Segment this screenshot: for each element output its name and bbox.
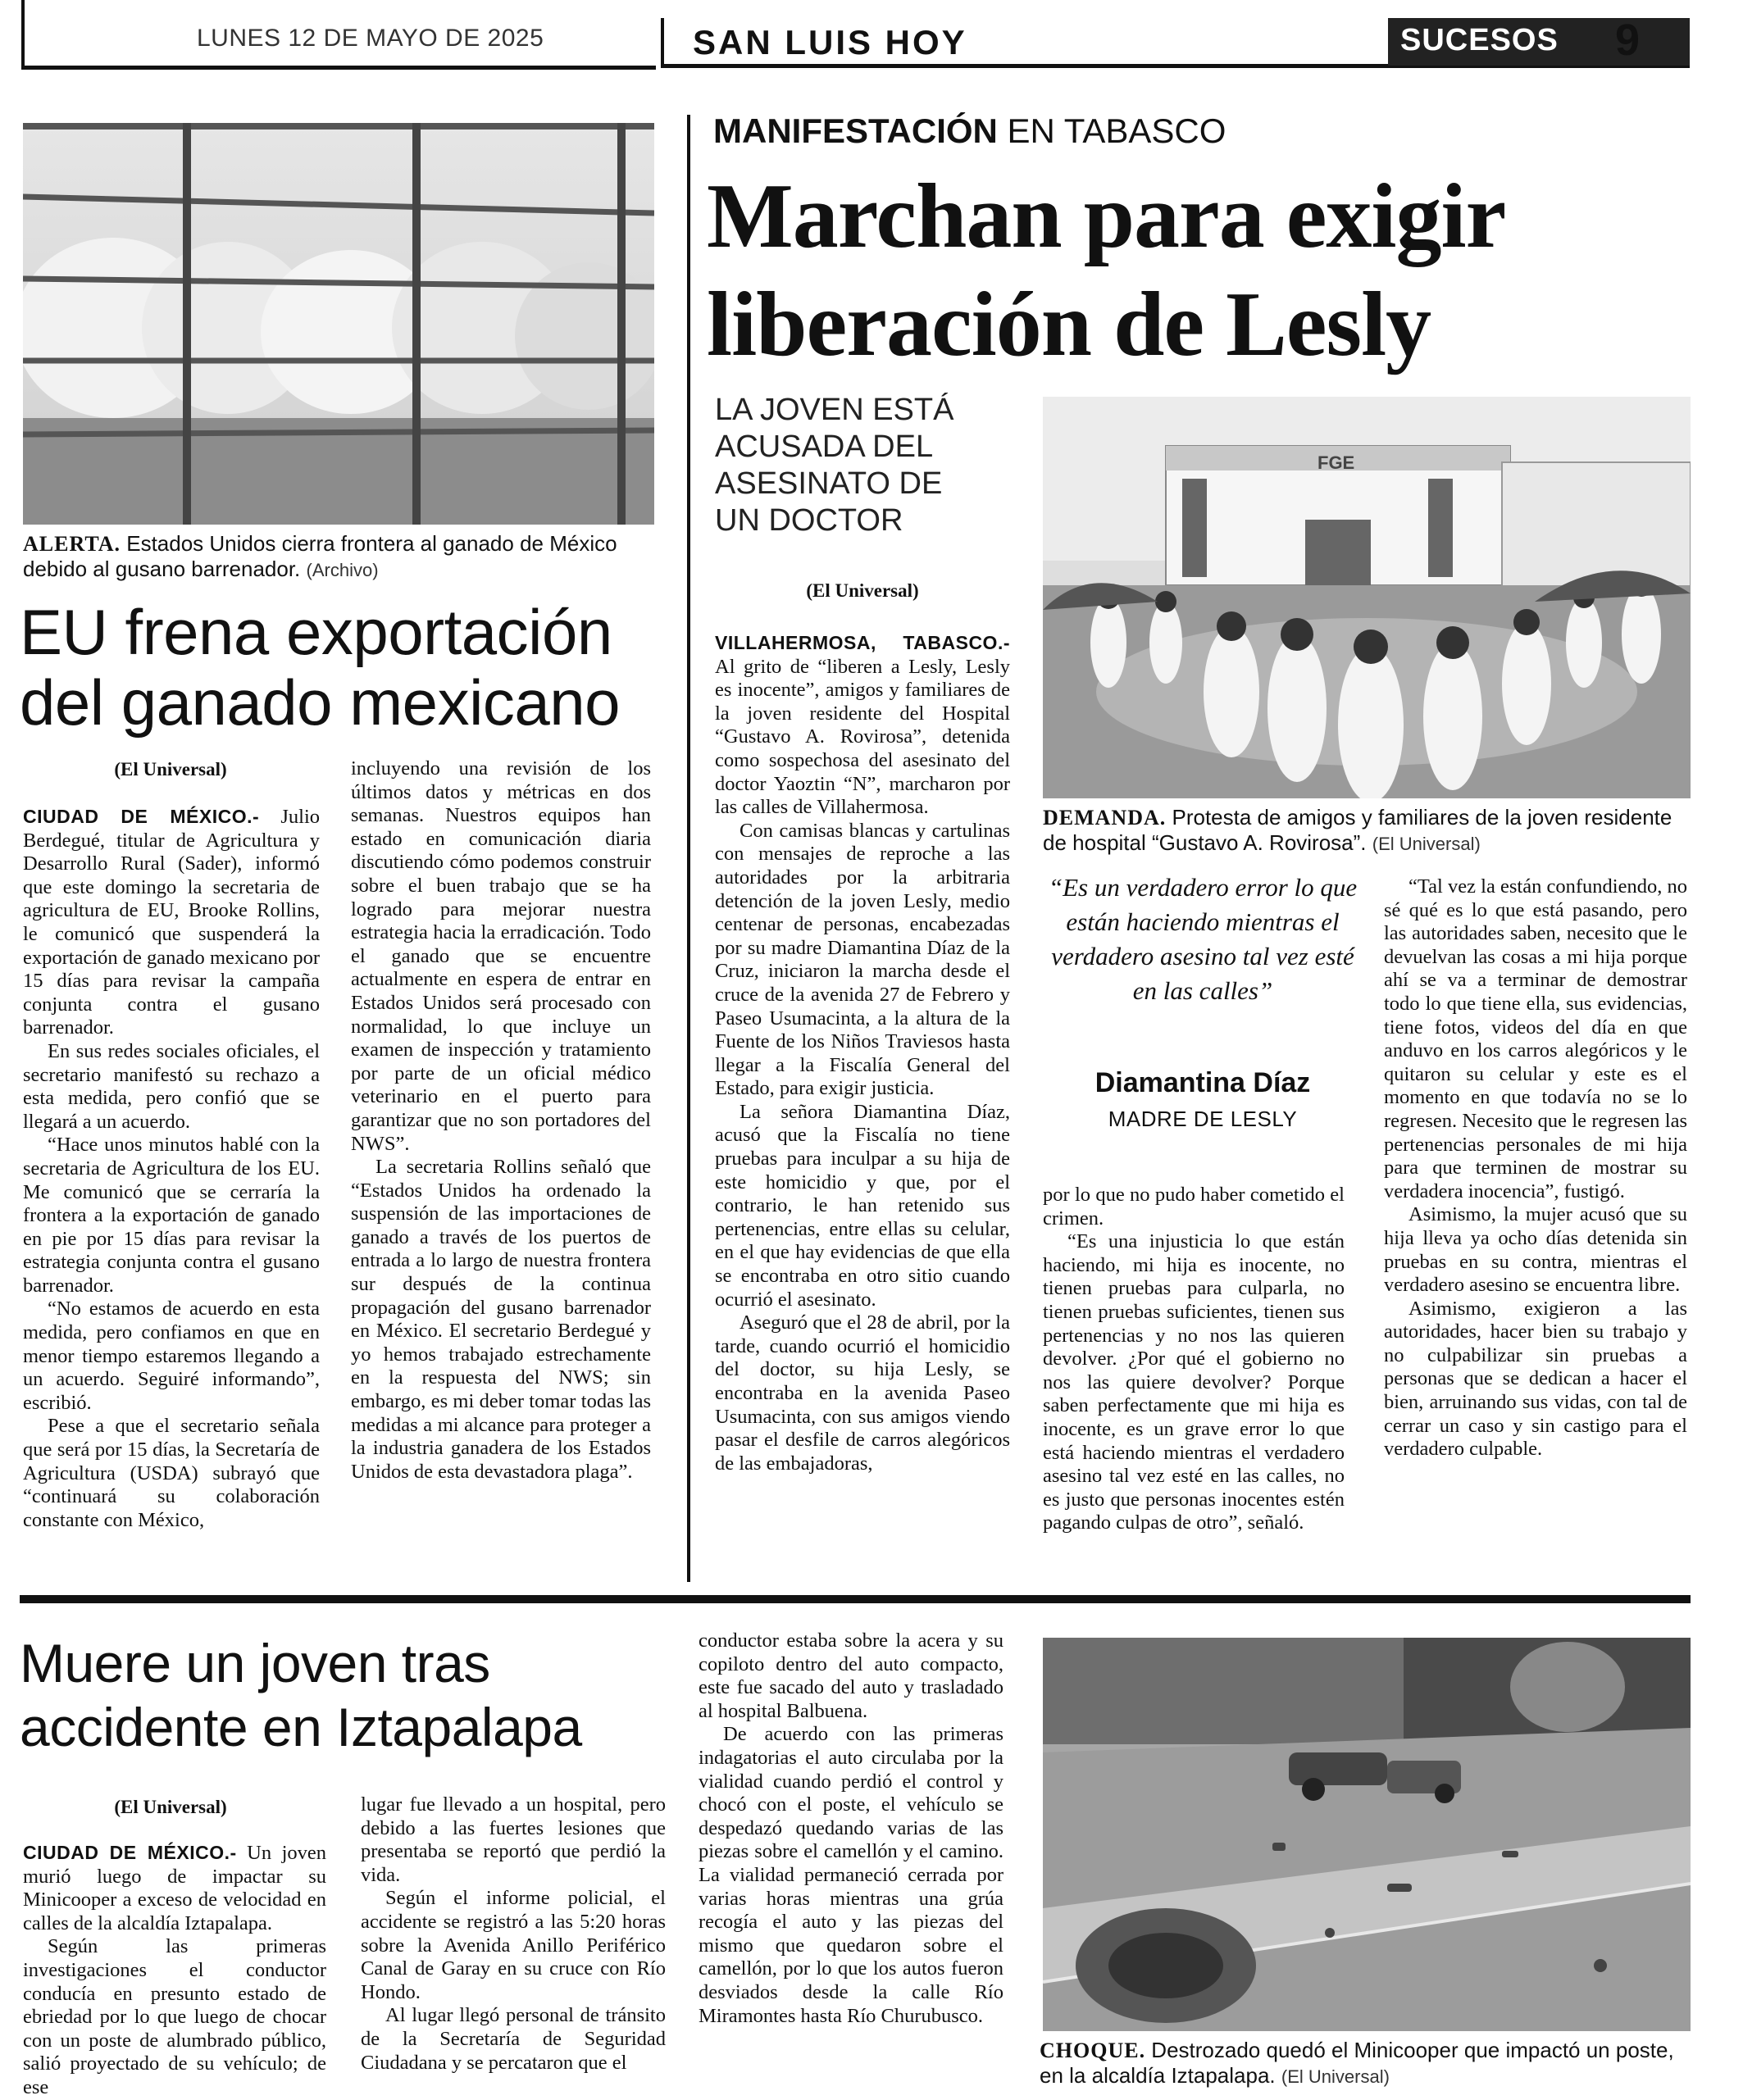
deck-line: LA JOVEN ESTÁ — [715, 393, 954, 427]
caption-tag: DEMANDA. — [1043, 806, 1167, 830]
lesly-kicker — [713, 111, 1226, 151]
paragraph: Aseguró que el 28 de abril, por la tarde, cuando ocurrió el homicidio del doctor, su hija Lesly, se encontraba en la avenida Paseo Usumacinta, con sus amigos viendo pasar el desfile de carros alegóricos de las embajadoras, — [715, 1311, 1010, 1475]
protest-caption — [1043, 805, 1691, 857]
paragraph — [23, 1841, 326, 1935]
cattle-headline — [20, 597, 667, 738]
crash-column-1 — [23, 1841, 326, 2100]
caption-tag: CHOQUE. — [1040, 2039, 1146, 2062]
cattle-agency: (El Universal) — [114, 759, 227, 780]
caption-text: Destrozado quedó el Minicooper que impactó un poste, en la alcaldía Iztapalapa. — [1040, 2038, 1674, 2088]
pull-quote-role: MADRE DE LESLY — [1108, 1107, 1298, 1131]
headline-line: Muere un joven tras — [20, 1633, 490, 1693]
paragraph: incluyendo una revisión de los últimos datos y métricas en dos semanas. Nuestros equipos han estado en comunicación diaria discutiendo cómo podemos construir sobre el buen trabajo que se ha logrado para mejorar nuestra estrategia hacia la erradicación. Todo el ganado que se encuentre actualmente en espera de entrar en Estados Unidos será procesado con normalidad, lo que incluye un examen de inspección y tratamiento por parte de un oficial médico veterinario en el puerto para garantizar que no son portadores del NWS”. — [351, 757, 651, 1155]
paragraph-text: Al grito de “liberen a Lesly, Lesly es inocente”, amigos y familiares de la joven residente del Hospital “Gustavo A. Rovirosa”, detenida como sospechosa del asesinato del doctor Yaoztin “N”, marcharon por las calles de Villahermosa. — [715, 655, 1010, 819]
caption-credit: (El Universal) — [1372, 834, 1481, 854]
caption-text: Protesta de amigos y familiares de la joven residente de hospital “Gustavo A. Rovirosa”. — [1043, 805, 1672, 855]
dateline: VILLAHERMOSA, TABASCO.- — [715, 632, 1010, 653]
paragraph — [23, 805, 320, 1040]
cattle-column-2 — [351, 757, 651, 1484]
paragraph: La señora Diamantina Díaz, acusó que la Fiscalía no tiene pruebas para inculpar a su hija de este homicidio y que, por el contrario, le han retenido sus pertenencias, entre ellas su celular, en el que hay evidencias de que ella se encontraba en otro sitio cuando ocurrió el asesinato. — [715, 1100, 1010, 1311]
section-name: SUCESOS — [1400, 23, 1559, 57]
paragraph: Al lugar llegó personal de tránsito de la Secretaría de Seguridad Ciudadana y se percataron que el — [361, 2004, 666, 2074]
lesly-column-2 — [1043, 1184, 1345, 1535]
cattle-caption — [23, 531, 654, 583]
deck-line: UN DOCTOR — [715, 503, 903, 538]
paragraph: Asimismo, exigieron a las autoridades, hacer bien su trabajo y no culpabilizar sin pruebas a personas que se dedican a hacer el bien, arruinando sus vidas, con tal de cerrar un caso y sin castigo para el verdadero culpable. — [1384, 1297, 1687, 1461]
lesly-agency: (El Universal) — [806, 580, 919, 601]
caption-credit: (El Universal) — [1281, 2066, 1390, 2087]
cattle-photo — [23, 123, 654, 525]
kicker-rest: EN TABASCO — [997, 111, 1226, 150]
pull-quote-name: Diamantina Díaz — [1094, 1067, 1311, 1098]
paragraph: “Tal vez la están confundiendo, no sé qué es lo que está pasando, pero las autoridades saben, necesito que le devuelvan las cosas a mi hija porque ahí se va a terminar de demostrar todo lo que tiene ella, sus evidencias, tiene fotos, videos del día en que anduvo en los carros alegóricos y le quitaron su celular y este es el momento en que todavía no se lo regresen. Necesito que le regresen las pertenencias personales de mi hija para que terminen de mostrar su verdadera inocencia”, fustigó. — [1384, 875, 1687, 1202]
paragraph: Pese a que el secretario señala que será por 15 días, la Secretaría de Agricultura (USDA) subrayó que “continuará su colaboración constante con México, — [23, 1415, 320, 1531]
headline-line: del ganado mexicano — [20, 666, 621, 739]
paragraph-text: Un joven murió luego de impactar su Minicooper a exceso de velocidad en calles de la alcaldía Iztapalapa. — [23, 1842, 327, 1934]
paragraph-text: Julio Berdegué, titular de Agricultura y Desarrollo Rural (Sader), informó que este domingo la secretaria de agricultura de EU, Brooke Rollins, le comunicó que suspenderá la exportación de ganado mexicano por 15 días para revisar la campaña conjunta contra el gusano barrenador. — [23, 806, 321, 1039]
headline-line: accidente en Iztapalapa — [20, 1697, 582, 1757]
cattle-column-1 — [23, 805, 320, 1532]
section-divider — [20, 1595, 1691, 1603]
paragraph: Asimismo, la mujer acusó que su hija lleva ya ocho días detenida sin pruebas en su contra, mientras el verdadero asesino se encuentra libre. — [1384, 1203, 1687, 1297]
paragraph — [715, 631, 1010, 820]
lesly-column-3 — [1384, 875, 1687, 1461]
protest-photo — [1043, 397, 1691, 798]
paragraph: lugar fue llevado a un hospital, pero debido a las fuertes lesiones que presentaba se reportó que perdió la vida. — [361, 1793, 666, 1886]
paragraph: “No estamos de acuerdo en esta medida, pero confiamos en que en menor tiempo estaremos llegando a un acuerdo. Seguiré informando”, escribió. — [23, 1298, 320, 1414]
page-number: 9 — [1615, 16, 1641, 65]
dateline: CIUDAD DE MÉXICO.- — [23, 806, 260, 827]
headline-line: liberación de Lesly — [707, 274, 1431, 375]
paragraph: “Es una injusticia lo que están haciendo, mi hija es inocente, no tienen pruebas para culparla, no tienen pruebas suficientes, tienen sus pertenencias y no nos las quieren devolver. ¿Por qué el gobierno no nos las quiere devolver? Porque saben perfectamente que mi hija es inocente, es un grave error lo que está haciendo mientras el verdadero asesino tal vez esté en las calles, no es justo que personas inocentes estén pagando culpas de otro”, señaló. — [1043, 1230, 1345, 1534]
crash-headline — [20, 1631, 700, 1759]
caption-credit: (Archivo) — [306, 560, 379, 580]
crash-caption — [1040, 2038, 1695, 2089]
lesly-deck — [715, 392, 953, 539]
paragraph: En sus redes sociales oficiales, el secretario manifestó su rechazo a esta medida, pero confió que se llegará a un acuerdo. — [23, 1039, 320, 1133]
issue-date: LUNES 12 DE MAYO DE 2025 — [197, 25, 544, 52]
dateline: CIUDAD DE MÉXICO.- — [23, 1842, 237, 1863]
lesly-column-1 — [715, 631, 1010, 1475]
caption-text: Estados Unidos cierra frontera al ganado de México debido al gusano barrenador. — [23, 531, 617, 581]
lesly-headline — [707, 162, 1691, 379]
deck-line: ASESINATO DE — [715, 466, 943, 501]
paragraph: De acuerdo con las primeras indagatorias el auto circulaba por la vialidad cuando perdió el control y chocó con el poste, el vehículo se despedazó quedando varias de las piezas sobre el camellón y el camino. La vialidad permaneció cerrada por varias horas mientras una grúa recogía el auto y las piezas del mismo que quedaron sobre el camellón, por lo que los autos fueron desviados desde la calle Río Miramontes hasta Río Churubusco. — [699, 1723, 1003, 2027]
paragraph: Con camisas blancas y cartulinas con mensajes de reproche a las autoridades por la arbitraria detención de la joven Lesly, medio centenar de personas, encabezadas por su madre Diamantina Díaz de la Cruz, iniciaron la marcha desde el cruce de la avenida 27 de Febrero y Paseo Usumacinta, a la altura de la Fuente de los Niños Traviesos hasta llegar a la Fiscalía General del Estado, para exigir justicia. — [715, 819, 1010, 1100]
newspaper-name: SAN LUIS HOY — [693, 23, 967, 61]
crash-photo — [1043, 1638, 1691, 2031]
paragraph: “Hace unos minutos hablé con la secretaria de Agricultura de los EU. Me comunicó que se cerraría la frontera a la exportación de ganado en pie por 15 días para revisar la estrategia conjunta contra el gusano barrenador. — [23, 1134, 320, 1297]
kicker-bold: MANIFESTACIÓN — [713, 111, 998, 150]
paragraph: conductor estaba sobre la acera y su copiloto dentro del auto compacto, este fue sacado del auto y trasladado al hospital Balbuena. — [699, 1630, 1003, 1722]
column-separator — [687, 115, 690, 1582]
caption-tag: ALERTA. — [23, 532, 121, 556]
paragraph: La secretaria Rollins señaló que “Estados Unidos ha ordenado la suspensión de las importaciones de ganado a través de los puertos de entrada a lo largo de nuestra frontera sur después de la continua propagación del gusano barrenador en México. El secretario Berdegué y yo hemos trabajado estrechamente en la respuesta del NWS; sin embargo, es mi deber tomar todas las medidas a mi alcance para proteger a la industria ganadera de los Estados Unidos de esta devastadora plaga”. — [351, 1156, 651, 1483]
paragraph: por lo que no pudo haber cometido el crimen. — [1043, 1184, 1345, 1230]
pull-quote: “Es un verdadero error lo que están haciendo mientras el verdadero asesino tal vez esté en las calles” — [1048, 873, 1358, 1005]
headline-line: EU frena exportación — [20, 596, 612, 668]
crash-column-3 — [699, 1630, 1003, 2028]
crash-column-2 — [361, 1793, 666, 2075]
paragraph: Según el informe policial, el accidente se registró a las 5:20 horas sobre la Avenida Anillo Periférico Canal de Garay en su cruce con Río Hondo. — [361, 1887, 666, 2003]
crash-agency: (El Universal) — [114, 1797, 227, 1817]
building-sign: FGE — [1317, 452, 1355, 473]
paragraph: Según las primeras investigaciones el conductor conducía en presunto estado de ebriedad por lo que luego de chocar con un poste de alumbrado público, salió proyectado de su vehículo; de ese — [23, 1935, 326, 2098]
deck-line: ACUSADA DEL — [715, 430, 934, 464]
headline-line: Marchan para exigir — [707, 166, 1506, 267]
